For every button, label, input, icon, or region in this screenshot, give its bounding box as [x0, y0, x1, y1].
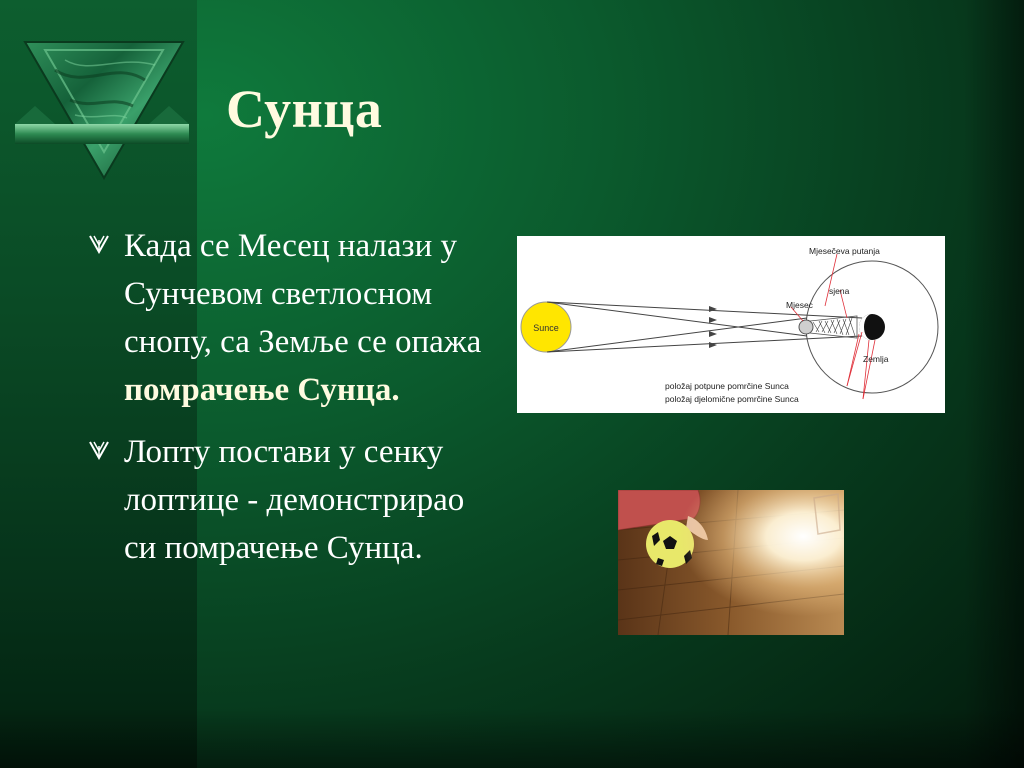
bullet-emphasis: помрачење Сунца. [124, 372, 400, 408]
ball-demonstration-photo [618, 490, 844, 635]
inverted-triangle-logo-icon [15, 40, 191, 182]
right-edge-shade [964, 0, 1024, 768]
bullet-body: Када се Месец налази у Сунчевом светлосном снопу, са Земље се опажа [124, 228, 482, 360]
bullet-list [88, 222, 488, 586]
moon-circle [799, 320, 813, 334]
bottom-edge-shade [0, 708, 1024, 768]
checkmark-triangle-icon [88, 440, 110, 460]
moon-label: Mjesec [786, 300, 813, 310]
bullet-text: Лопту постави у сенку лоптице - демонстрирао си помрачење Сунца. [124, 434, 465, 566]
sun-label: Sunce [533, 323, 559, 333]
bullet-text [124, 222, 488, 414]
earth-label: Zemlja [863, 354, 889, 364]
shadow-label: sjena [829, 286, 850, 296]
bullet-item [88, 428, 488, 572]
partial-eclipse-label: položaj djelomične pomrčine Sunca [665, 394, 799, 404]
slide-title: Сунца [226, 79, 383, 139]
checkmark-triangle-icon [88, 234, 110, 254]
bullet-item [88, 222, 488, 414]
solar-eclipse-diagram [517, 236, 945, 413]
orbit-label: Mjesečeva putanja [809, 246, 880, 256]
total-eclipse-label: položaj potpune pomrčine Sunca [665, 381, 789, 391]
